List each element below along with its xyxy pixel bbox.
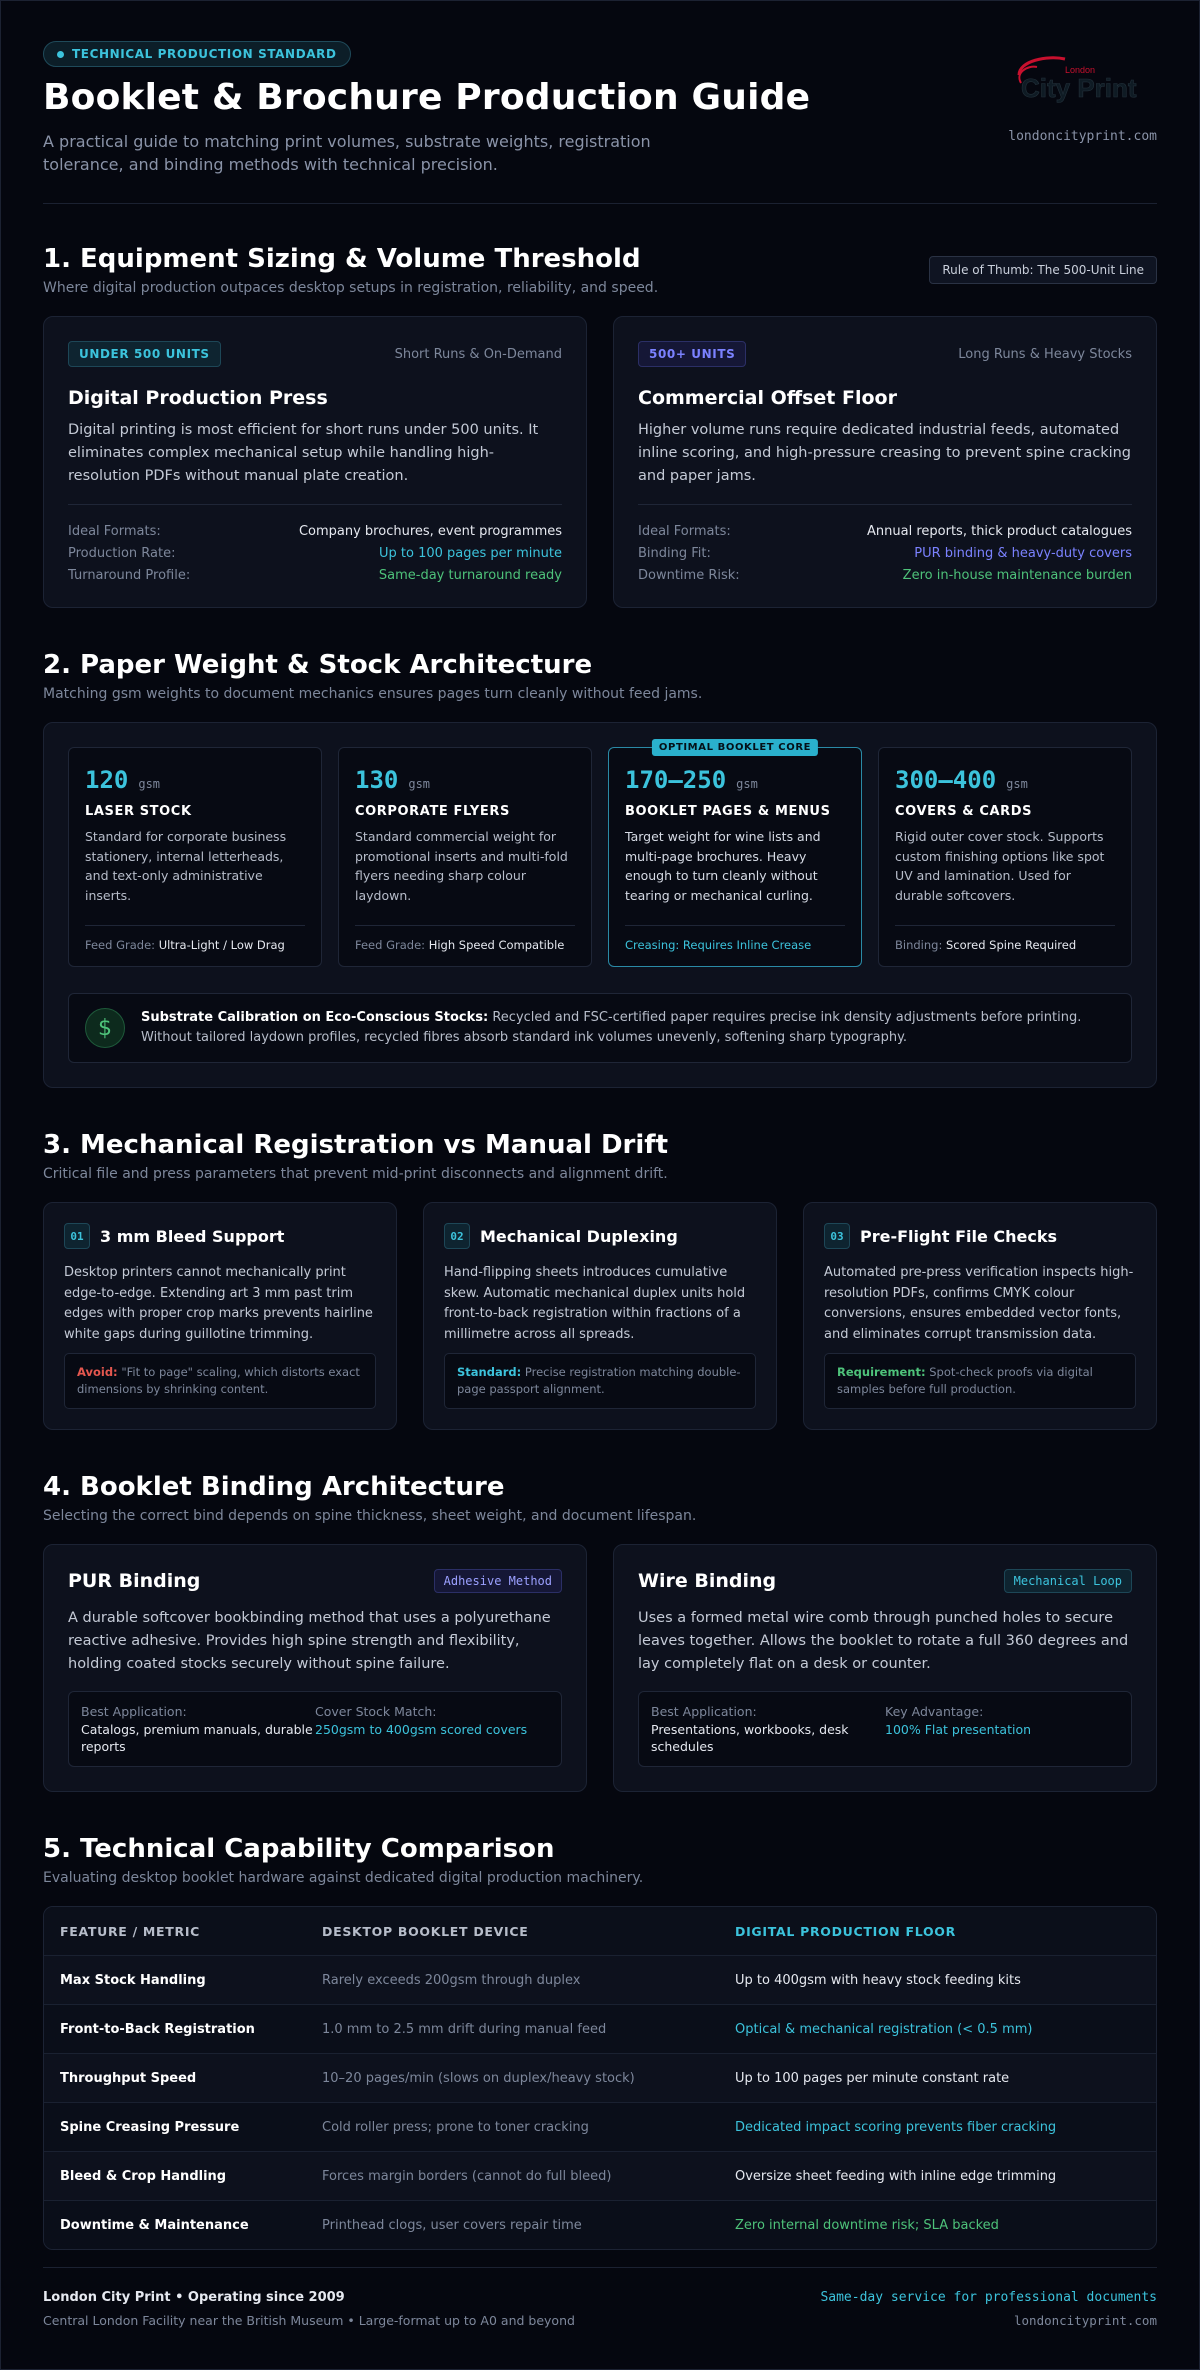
page-title: Booklet & Brochure Production Guide [43,77,811,118]
spec-row: Ideal Formats: Annual reports, thick product catalogues [638,524,1132,539]
page-footer [43,2267,1157,2328]
logo-small-text: London [1065,65,1096,75]
card-title: Commercial Offset Floor [638,387,897,409]
table-row: Throughput Speed 10–20 pages/min (slows on duplex/heavy stock) Up to 100 pages per minute constant rate [44,2053,1156,2102]
section-lead: Matching gsm weights to document mechanics ensures pages turn cleanly without feed jams. [43,686,703,702]
section-equipment [43,244,1157,608]
section-lead: Evaluating desktop booklet hardware against dedicated digital production machinery. [43,1870,644,1886]
section-title: 5. Technical Capability Comparison [43,1834,555,1864]
table-row: Front-to-Back Registration 1.0 mm to 2.5 mm drift during manual feed Optical & mechanical registration (< 0.5 mm) [44,2004,1156,2053]
card-body: Digital printing is most efficient for short runs under 500 units. It eliminates complex mechanical setup while handling high-resolution PDFs without manual plate creation. [68,422,539,484]
page-subtitle: A practical guide to matching print volumes, substrate weights, registration tolerance, and binding methods with technical precision. [43,132,651,174]
footer-url[interactable]: londoncityprint.com [1014,2313,1157,2328]
card-meta: Long Runs & Heavy Stocks [958,346,1132,362]
volume-tag: UNDER 500 UNITS [68,341,221,367]
spec-row: Production Rate: Up to 100 pages per minute [68,546,562,561]
optimal-label: OPTIMAL BOOKLET CORE [652,739,818,756]
logo-swoosh-icon [1007,53,1157,109]
section-title: 4. Booklet Binding Architecture [43,1472,505,1502]
equipment-card-offset [613,316,1157,608]
stock-card-optimal: OPTIMAL BOOKLET CORE 170–250 gsm BOOKLET PAGES & MENUS Target weight for wine lists and multi-page brochures. Heavy enough to turn cleanly without tearing or mechanical curling. Creasing: Requires Inline Crease [608,747,862,967]
table-header-row: FEATURE / METRIC DESKTOP BOOKLET DEVICE DIGITAL PRODUCTION FLOOR [44,1907,1156,1955]
brand-logo[interactable] [977,53,1157,144]
section-title: 1. Equipment Sizing & Volume Threshold [43,244,641,274]
footer-tagline: Same-day service for professional documents [820,2290,1157,2305]
table-row: Spine Creasing Pressure Cold roller press; prone to toner cracking Dedicated impact scoring prevents fiber cracking [44,2102,1156,2151]
mechanical-card: 02 Mechanical Duplexing Hand-flipping sheets introduces cumulative skew. Automatic mechanical duplex units hold front-to-back registration within fractions of a millimetre across all spreads. Standard: Precise registration matching double-page passport alignment. [423,1202,777,1430]
spec-row: Downtime Risk: Zero in-house maintenance burden [638,568,1132,583]
stock-panel [43,722,1157,1088]
section-lead: Critical file and press parameters that prevent mid-print disconnects and alignment drift. [43,1166,668,1182]
stock-card: 120 gsm LASER STOCK Standard for corporate business stationery, internal letterheads, and text-only administrative inserts. Feed Grade: Ultra-Light / Low Drag [68,747,322,967]
spec-row: Binding Fit: PUR binding & heavy-duty covers [638,546,1132,561]
section-lead: Where digital production outpaces desktop setups in registration, reliability, and speed. [43,280,659,296]
card-body: Higher volume runs require dedicated industrial feeds, automated inline scoring, and high-pressure creasing to prevent spine cracking and paper jams. [638,422,1132,484]
section-comparison [43,1834,1157,2250]
section-title: 2. Paper Weight & Stock Architecture [43,650,593,680]
section-title: 3. Mechanical Registration vs Manual Drift [43,1130,669,1160]
standard-badge-label: TECHNICAL PRODUCTION STANDARD [72,47,337,61]
spec-row: Ideal Formats: Company brochures, event programmes [68,524,562,539]
section-binding [43,1472,1157,1792]
comparison-table [43,1906,1157,2250]
status-dot-icon [57,51,64,58]
volume-tag: 500+ UNITS [638,341,746,367]
header-url[interactable]: londoncityprint.com [1008,129,1157,144]
section-registration [43,1130,1157,1430]
substrate-note: $ Substrate Calibration on Eco-Conscious Stocks: Recycled and FSC-certified paper requires precise ink density adjustments before printing. Without tailored laydown profiles, recycled fibres absorb standard ink volumes unevenly, softening sharp typography. [68,993,1132,1063]
dollar-icon: $ [85,1008,125,1048]
stock-card: 300–400 gsm COVERS & CARDS Rigid outer cover stock. Supports custom finishing options like spot UV and lamination. Used for durable softcovers. Binding: Scored Spine Required [878,747,1132,967]
table-row: Bleed & Crop Handling Forces margin borders (cannot do full bleed) Oversize sheet feeding with inline edge trimming [44,2151,1156,2200]
section-lead: Selecting the correct bind depends on spine thickness, sheet weight, and document lifespan. [43,1508,697,1524]
page-header [43,41,1157,204]
table-row: Max Stock Handling Rarely exceeds 200gsm through duplex Up to 400gsm with heavy stock feeding kits [44,1955,1156,2004]
stock-card: 130 gsm CORPORATE FLYERS Standard commercial weight for promotional inserts and multi-fold flyers needing sharp colour laydown. Feed Grade: High Speed Compatible [338,747,592,967]
logo-main-text: City Print [1021,73,1137,103]
standard-badge [43,41,351,67]
spec-row: Turnaround Profile: Same-day turnaround ready [68,568,562,583]
binding-card-pur: PUR Binding Adhesive Method A durable softcover bookbinding method that uses a polyurethane reactive adhesive. Provides high spine strength and flexibility, holding coated stocks securely without spine failure. Best Application: Catalogs, premium manuals, durable reports Cover Stock Match: 250gsm to 400gsm scored covers [43,1544,587,1792]
section-paper-weight [43,650,1157,1088]
card-title: Digital Production Press [68,387,328,409]
card-meta: Short Runs & On-Demand [394,346,562,362]
binding-card-wire: Wire Binding Mechanical Loop Uses a formed metal wire comb through punched holes to secure leaves together. Allows the booklet to rotate a full 360 degrees and lay completely flat on a desk or counter. Best Application: Presentations, workbooks, desk schedules Key Advantage: 100% Flat presentation [613,1544,1157,1792]
rule-of-thumb-badge: Rule of Thumb: The 500-Unit Line [929,256,1157,284]
footer-address: Central London Facility near the British Museum • Large-format up to A0 and beyond [43,2313,575,2328]
footer-company: London City Print • Operating since 2009 [43,2290,345,2305]
table-row: Downtime & Maintenance Printhead clogs, user covers repair time Zero internal downtime risk; SLA backed [44,2200,1156,2249]
mechanical-card: 03 Pre-Flight File Checks Automated pre-press verification inspects high-resolution PDFs, confirms CMYK colour conversions, ensures embedded vector fonts, and eliminates corrupt transmission data. Requirement: Spot-check proofs via digital samples before full production. [803,1202,1157,1430]
equipment-card-digital [43,316,587,608]
mechanical-card: 01 3 mm Bleed Support Desktop printers cannot mechanically print edge-to-edge. Extending art 3 mm past trim edges with proper crop marks prevents hairline white gaps during guillotine trimming. Avoid: "Fit to page" scaling, which distorts exact dimensions by shrinking content. [43,1202,397,1430]
